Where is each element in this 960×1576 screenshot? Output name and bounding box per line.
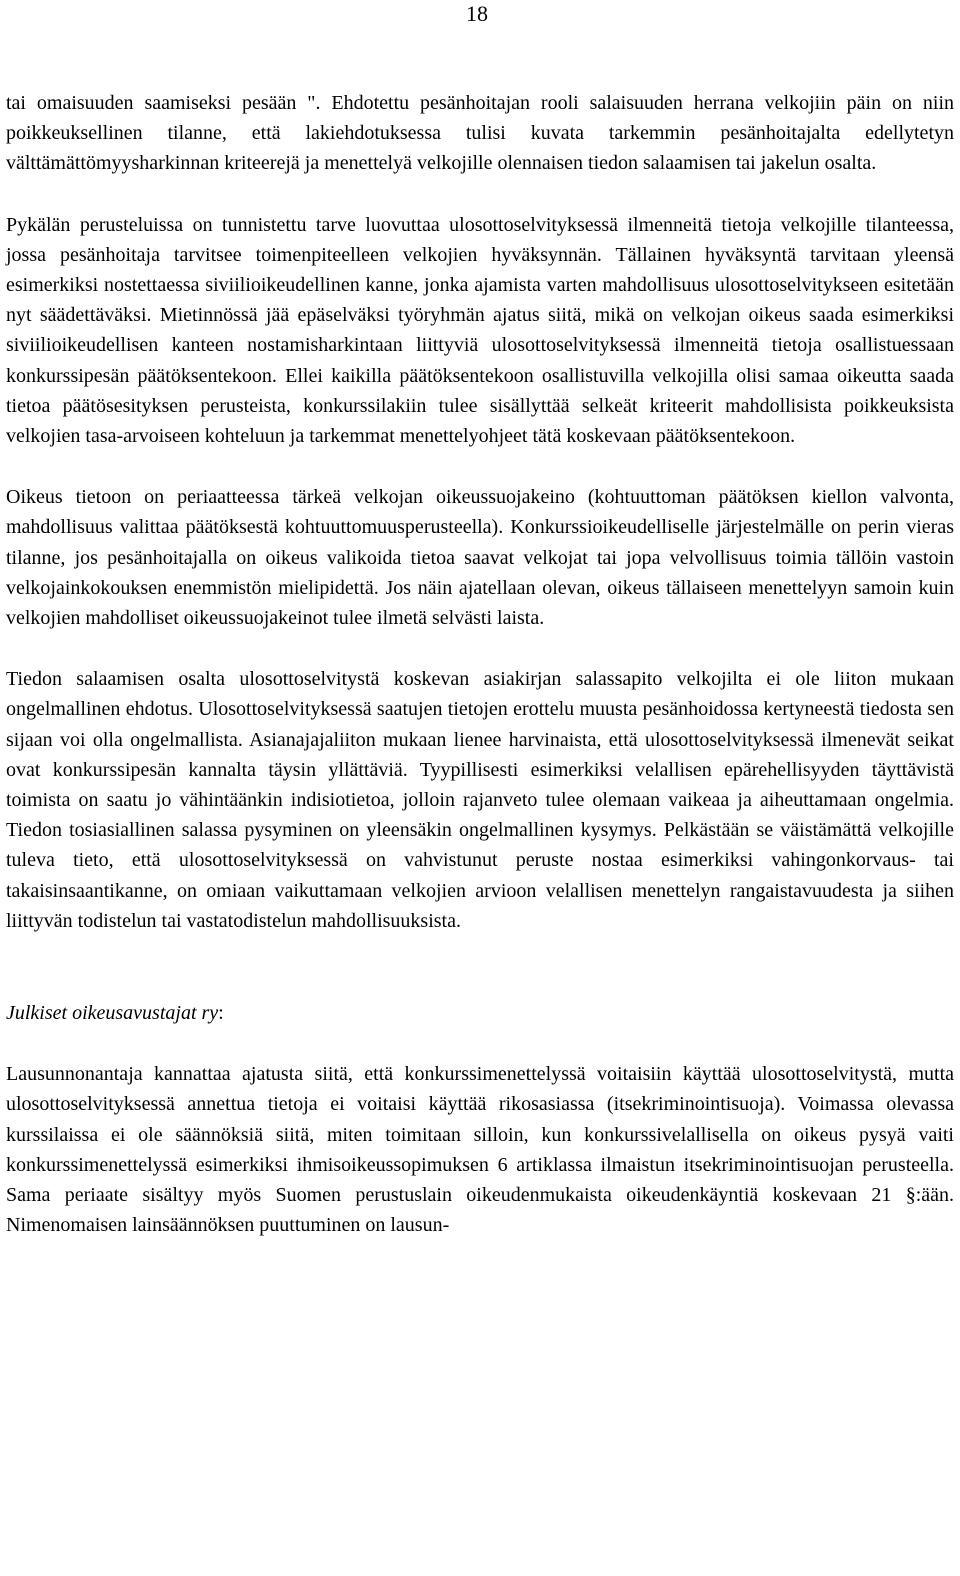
page-number: 18 — [466, 1, 488, 26]
section-heading-colon: : — [218, 1002, 224, 1025]
section-paragraph: Lausunnonantaja kannattaa ajatusta siitä, että konkurssimenettelyssä voitaisiin käyttää ulosottoselvitystä, mutta ulosottoselvityksessä annettua tietoja ei voitaisi käyttää rikosasiassa (itsekriminointisuoja). Voimassa olevassa kurssilaissa ei ole säännöksiä siitä, miten toimitaan silloin, kun konkurssivelallisella on oikeus pysyä vaiti konkurssimenettelyssä esimerkiksi ihmisoikeussopimuksen 6 artiklassa ilmaistun itsekriminointisuojan perusteella. Sama periaate sisältyy myös Suomen perustuslain oikeudenmukaista oikeudenkäyntiä koskevaan 21 §:ään. Nimenomaisen lainsäännöksen puuttuminen on lausun- — [6, 1063, 954, 1237]
section-heading — [6, 998, 954, 1028]
paragraph-4: Tiedon salaamisen osalta ulosottoselvitystä koskevan asiakirjan salassapito velkojilta ei ole liiton mukaan ongelmallinen ehdotus. Ulosottoselvityksessä saatujen tietojen erottelu muusta pesänhoidossa kertyneestä tiedosta sen sijaan voi olla ongelmallista. Asianajajaliiton mukaan lienee harvinaista, että ulosottoselvityksessä ilmenevät seikat ovat konkurssipesän kannalta täysin yllättäviä. Tyypillisesti esimerkiksi velallisen epärehellisyyden täyttävistä toimista on saatu jo vähintäänkin indisiotietoa, jolloin rajanveto tulee olemaan vaikeaa ja aiheuttamaan ongelmia. Tiedon tosiasiallinen salassa pysyminen on yleensäkin ongelmallinen kysymys. Pelkästään se väistämättä velkojille tuleva tieto, että ulosottoselvityksessä on vahvistunut peruste nostaa esimerkiksi vahingonkorvaus- tai takaisinsaantikanne, on omiaan vaikuttamaan velkojien arvioon velallisen menettelyn rangaistavuudesta ja siihen liittyvän todistelun tai vastatodistelun mahdollisuuksista. — [6, 668, 954, 932]
document-body — [6, 88, 954, 1300]
paragraph-3: Oikeus tietoon on periaatteessa tärkeä velkojan oikeussuojakeino (kohtuuttoman päätöksen kiellon valvonta, mahdollisuus valittaa päätöksestä kohtuuttomuusperusteella). Konkurssioikeudelliselle järjestelmälle on perin vieras tilanne, jos pesänhoitajalla on oikeus valikoida tietoa saavat velkojat tai jopa velvollisuus toimia tällöin vastoin velkojainkokouksen enemmistön mielipidettä. Jos näin ajatellaan olevan, oikeus tällaiseen menettelyyn samoin kuin velkojien mahdolliset oikeussuojakeinot tulee ilmetä selvästi laista. — [6, 486, 954, 630]
paragraph-2: Pykälän perusteluissa on tunnistettu tarve luovuttaa ulosottoselvityksessä ilmenneitä tietoja velkojille tilanteessa, jossa pesänhoitaja tarvitsee toimenpiteelleen velkojien hyväksynnän. Tällainen hyväksyntä tarvitaan yleensä esimerkiksi nostettaessa siviilioikeudellinen kanne, jonka ajamista varten mahdollisuus ulosottoselvitykseen esitetään nyt säädettäväksi. Mietinnössä jää epäselväksi työryhmän ajatus siitä, mikä on velkojan oikeus saada esimerkiksi siviilioikeudellisen kanteen nostamisharkintaan liittyviä ulosottoselvityksessä ilmenneitä tietoja osallistuessaan konkurssipesän päätöksentekoon. Ellei kaikilla päätöksentekoon osallistuvilla velkojilla olisi samaa oikeutta saada tietoa päätösesityksen perusteista, konkurssilakiin tulee sisällyttää selkeät kriteerit mahdollisista poikkeuksista velkojien tasa-arvoiseen kohteluun ja tarkemmat menettelyohjeet tätä koskevaan päätöksentekoon. — [6, 213, 954, 448]
paragraph-1: tai omaisuuden saamiseksi pesään ". Ehdotettu pesänhoitajan rooli salaisuuden herrana velkojiin päin on niin poikkeuksellinen tilanne, että lakiehdotuksessa tulisi kuvata tarkemmin pesänhoitajalta edellytetyn välttämättömyysharkinnan kriteerejä ja menettelyä velkojille olennaisen tiedon salaamisen tai jakelun osalta. — [6, 92, 954, 175]
section-heading-text: Julkiset oikeusavustajat ry — [6, 1002, 219, 1025]
